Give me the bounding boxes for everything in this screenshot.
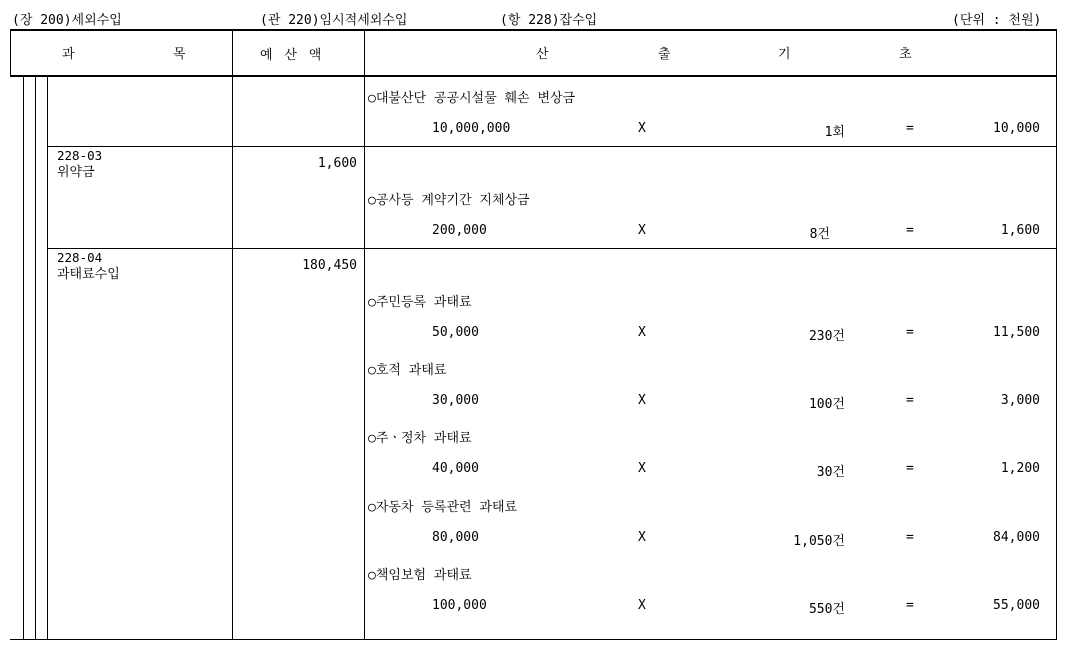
- item-total: 11,500: [993, 325, 1040, 340]
- col-sep-calc: [364, 29, 365, 640]
- item-title: ○주민등록 과태료: [368, 295, 472, 310]
- item-op: X: [638, 461, 646, 476]
- item-total: 55,000: [993, 598, 1040, 613]
- header-budget: 예 산 액: [260, 48, 324, 63]
- header-left-border: [10, 29, 11, 77]
- item-qty: 1,050건: [793, 534, 845, 549]
- caption-gwan: (관 220)임시적세외수입: [260, 13, 408, 28]
- caption-jang: (장 200)세외수입: [12, 13, 122, 28]
- item-eq: =: [906, 461, 914, 476]
- item-unit-price: 50,000: [432, 325, 479, 340]
- item-eq: =: [906, 223, 914, 238]
- item-qty: 8건: [809, 227, 830, 242]
- item-op: X: [638, 223, 646, 238]
- item-qty: 100건: [808, 397, 845, 412]
- item-qty: 1회: [824, 125, 845, 140]
- tree-line-2: [35, 77, 36, 640]
- item-op: X: [638, 325, 646, 340]
- item-unit-price: 10,000,000: [432, 121, 511, 136]
- header-calc-4: 초: [899, 47, 912, 62]
- col-sep-budget: [232, 29, 233, 640]
- item-eq: =: [906, 121, 914, 136]
- caption-unit: (단위 : 천원): [952, 13, 1042, 28]
- header-calc-3: 기: [778, 47, 791, 62]
- item-title: ○주ㆍ정차 과태료: [368, 431, 472, 446]
- tree-line-1: [23, 77, 24, 640]
- item-title: ○자동차 등록관련 과태료: [368, 500, 518, 515]
- item-unit-price: 30,000: [432, 393, 479, 408]
- item-unit-price: 200,000: [432, 223, 487, 238]
- item-op: X: [638, 121, 646, 136]
- item-total: 1,600: [1000, 223, 1040, 238]
- item-qty: 30건: [816, 465, 845, 480]
- row-amount: 180,450: [302, 258, 357, 273]
- item-qty: 230건: [808, 329, 845, 344]
- item-eq: =: [906, 393, 914, 408]
- item-qty: 550건: [808, 602, 845, 617]
- row-code: 228-04: [57, 250, 103, 265]
- item-title: ○공사등 계약기간 지체상금: [368, 193, 530, 208]
- row-name: 과태료수입: [57, 267, 120, 282]
- header-subject-a: 과: [62, 47, 75, 62]
- header-calc-1: 산: [536, 47, 549, 62]
- item-eq: =: [906, 325, 914, 340]
- item-unit-price: 80,000: [432, 530, 479, 545]
- row-code: 228-03: [57, 148, 103, 163]
- table-top-border: [10, 29, 1057, 31]
- tree-line-3: [47, 77, 48, 640]
- item-unit-price: 40,000: [432, 461, 479, 476]
- header-subject-b: 목: [173, 47, 186, 62]
- item-total: 10,000: [993, 121, 1040, 136]
- header-bottom-border: [10, 75, 1057, 77]
- item-title: ○대불산단 공공시설물 훼손 변상금: [368, 91, 576, 106]
- item-eq: =: [906, 598, 914, 613]
- item-eq: =: [906, 530, 914, 545]
- caption-hang: (항 228)잡수입: [500, 13, 598, 28]
- item-op: X: [638, 598, 646, 613]
- row-sep-1: [47, 146, 1057, 147]
- item-title: ○호적 과태료: [368, 363, 447, 378]
- item-unit-price: 100,000: [432, 598, 487, 613]
- item-total: 3,000: [1000, 393, 1040, 408]
- item-op: X: [638, 530, 646, 545]
- table-right-border: [1056, 29, 1057, 640]
- header-calc-2: 출: [658, 47, 671, 62]
- item-total: 1,200: [1000, 461, 1040, 476]
- table-bottom-border: [10, 639, 1057, 640]
- row-amount: 1,600: [317, 156, 357, 171]
- item-total: 84,000: [993, 530, 1040, 545]
- row-name: 위약금: [57, 165, 95, 180]
- row-sep-2: [47, 248, 1057, 249]
- item-op: X: [638, 393, 646, 408]
- item-title: ○책임보험 과태료: [368, 568, 472, 583]
